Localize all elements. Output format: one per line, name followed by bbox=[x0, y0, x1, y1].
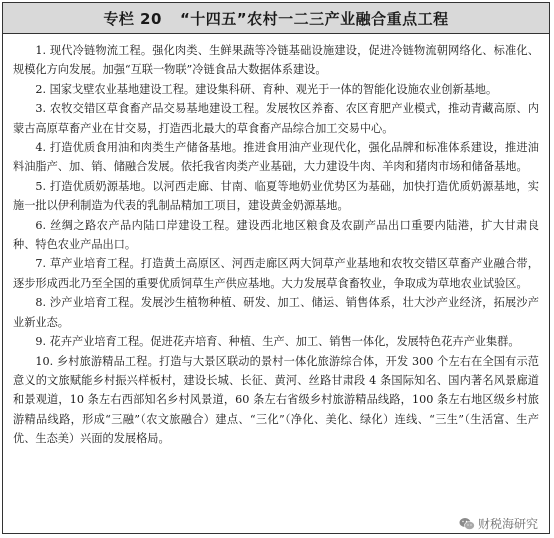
item-title: 乡村旅游精品工程。 bbox=[56, 354, 159, 368]
item-number: 6. bbox=[35, 218, 47, 232]
item-number: 8. bbox=[35, 296, 47, 310]
list-item bbox=[13, 138, 539, 177]
item-number: 1. bbox=[35, 44, 47, 57]
item-text: 打造与大景区联动的景村一体化旅游综合体，开发 300 个左右在全国有示范意义的文旅赋能乡村振兴样板村，建设长城、长征、黄河、丝路甘肃段 4 条国际知名、国内著名风景廊道和景观道，10 条左右西部知名乡村风景道，60 条左右省级乡村旅游精品线路，100 条左右地区级乡村旅游精品线路，形成“三融”（农文旅融合）建点、“三化”（净化、美化、绿化）连线、“三生”（生活富、生产优、生态美）兴面的发展格局。 bbox=[13, 354, 539, 446]
item-text: 打造黄土高原区、河西走廊区两大饲草产业基地和农牧交错区草畜产业融合带，逐步形成西北乃至全国的重要优质饲草生产供应基地。大力发展草食畜牧业，争取成为草地农业试验区。 bbox=[13, 257, 539, 290]
column-label: 专栏 20 bbox=[103, 9, 162, 28]
item-title: 打造优质奶源基地。 bbox=[49, 179, 153, 193]
item-number: 9. bbox=[35, 335, 47, 349]
list-item bbox=[13, 80, 539, 99]
list-item bbox=[13, 254, 539, 293]
item-number: 2. bbox=[35, 82, 47, 96]
item-text: 促进花卉培育、种植、生产、加工、销售一体化，发展特色花卉产业集群。 bbox=[150, 335, 520, 349]
item-title: 现代冷链物流工程。 bbox=[49, 44, 153, 57]
item-title: 丝绸之路农产品内陆口岸建设工程。 bbox=[50, 218, 237, 232]
column-body bbox=[3, 34, 549, 449]
column-title: “十四五”农村一二三产业融合重点工程 bbox=[179, 9, 449, 28]
item-title: 国家戈壁农业基地建设工程。 bbox=[49, 82, 196, 96]
item-number: 5. bbox=[35, 179, 47, 193]
item-title: 农牧交错区草食畜产品交易基地建设工程。 bbox=[49, 102, 267, 116]
item-number: 4. bbox=[35, 141, 47, 155]
item-text: 建设集科研、育种、观光于一体的智能化设施农业创新基地。 bbox=[195, 82, 498, 96]
item-text: 以河西走廊、甘南、临夏等地奶业优势区为基础，加快打造优质奶源基地，实施一批以伊利制造为代表的乳制品精加工项目，建设黄金奶源基地。 bbox=[13, 179, 539, 213]
item-title: 打造优质食用油和肉类生产储备基地。 bbox=[49, 141, 244, 155]
watermark bbox=[457, 515, 540, 532]
item-title: 沙产业培育工程。 bbox=[49, 296, 141, 310]
wechat-icon bbox=[459, 517, 475, 531]
watermark-text: 财税海研究 bbox=[477, 517, 538, 531]
column-header bbox=[3, 3, 549, 34]
list-item bbox=[13, 41, 539, 80]
item-number: 7. bbox=[35, 257, 47, 271]
list-item bbox=[13, 352, 539, 449]
item-title: 花卉产业培育工程。 bbox=[49, 335, 151, 349]
item-text: 推进食用油产业现代化，强化品牌和标准体系建设，推进油料油脂产、加、销、储融合发展。依托我省肉类产业基础，大力建设牛肉、羊肉和猪肉市场和储备基地。 bbox=[13, 141, 539, 174]
list-item bbox=[13, 99, 539, 138]
item-number: 3. bbox=[35, 102, 47, 116]
list-item bbox=[13, 293, 539, 332]
list-item bbox=[13, 332, 539, 351]
item-text: 发展牧区养畜、农区育肥产业模式，推动青藏高原、内蒙古高原草畜产业在甘交易，打造西北最大的草食畜产品综合加工交易中心。 bbox=[13, 102, 539, 135]
item-number: 10. bbox=[35, 354, 54, 368]
item-text: 强化肉类、生鲜果蔬等冷链基础设施建设，促进冷链物流朝网络化、标准化、规模化方向发展。加强“互联一物联”冷链食品大数据体系建设。 bbox=[13, 44, 539, 77]
list-item bbox=[13, 177, 539, 216]
feature-column-box bbox=[2, 2, 550, 534]
item-text: 建设西北地区粮食及农副产品出口重要内陆港，扩大甘肃良种、特色农业产品出口。 bbox=[13, 218, 539, 252]
item-text: 发展沙生植物种植、研发、加工、储运、销售体系，壮大沙产业经济，拓展沙产业新业态。 bbox=[13, 296, 539, 329]
list-item bbox=[13, 216, 539, 255]
item-title: 草产业培育工程。 bbox=[49, 257, 141, 271]
